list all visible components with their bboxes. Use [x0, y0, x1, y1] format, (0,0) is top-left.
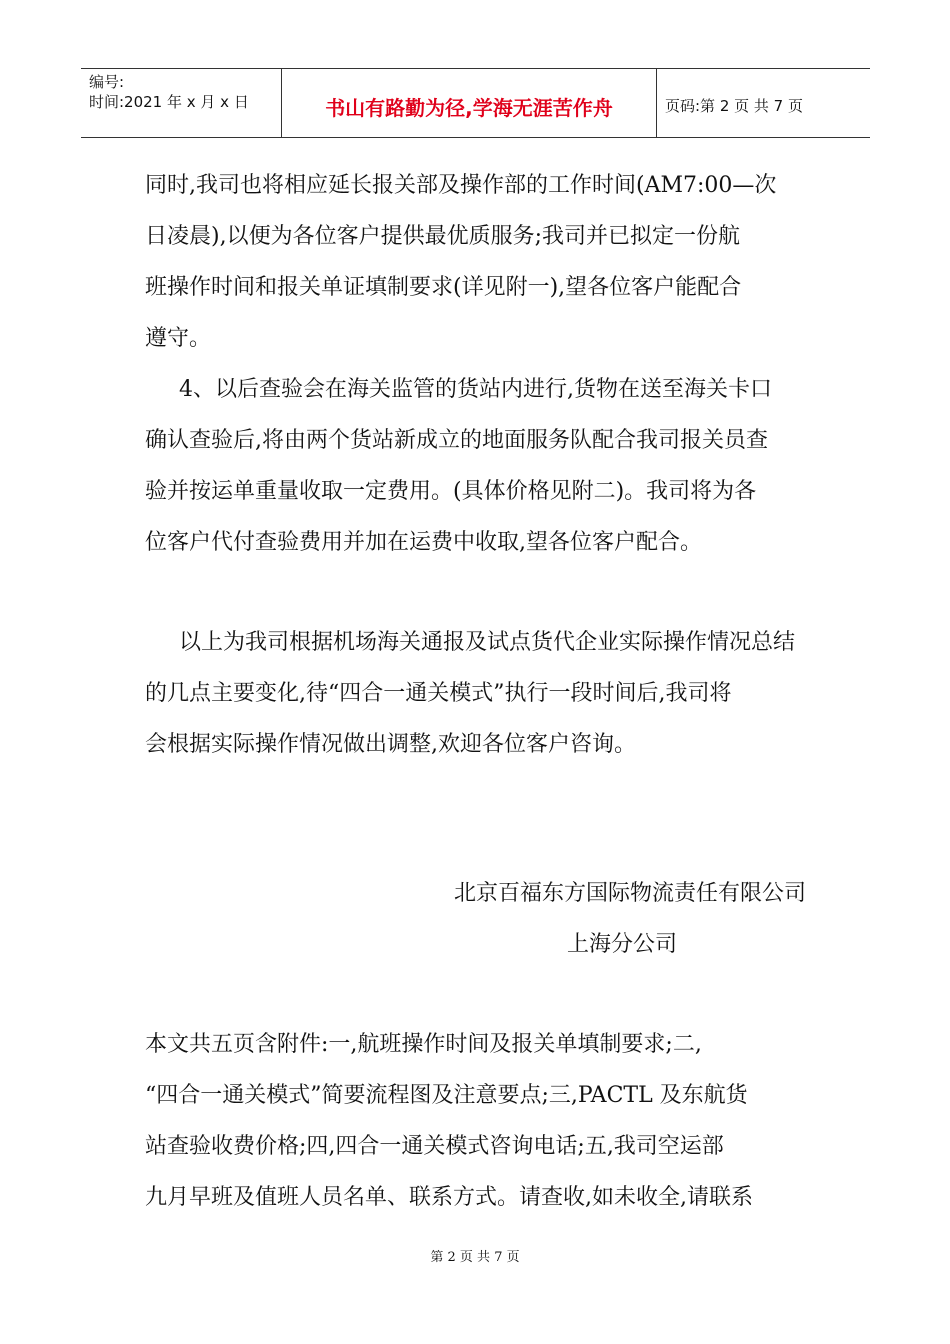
- body-line: “四合一通关模式”简要流程图及注意要点;三,PACTL 及东航货: [145, 1083, 748, 1108]
- header-motto: 书山有路勤为径,学海无涯苦作舟: [282, 69, 657, 137]
- paragraph-gap: [145, 770, 810, 819]
- body-line: 4、以后查验会在海关监管的货站内进行,货物在送至海关卡口: [179, 377, 772, 402]
- header-page-number: 页码:第 2 页 共 7 页: [665, 96, 803, 115]
- header-meta: [81, 69, 282, 137]
- body-line: 位客户代付查验费用并加在运费中收取,望各位客户配合。: [145, 530, 702, 555]
- signature-branch: 上海分公司: [567, 932, 678, 957]
- page-footer: 第 2 页 共 7 页: [430, 1250, 520, 1265]
- body-line: 站查验收费价格;四,四合一通关模式咨询电话;五,我司空运部: [145, 1134, 724, 1159]
- body-line: 班操作时间和报关单证填制要求(详见附一),望各位客户能配合: [145, 275, 742, 300]
- body-line: 的几点主要变化,待“四合一通关模式”执行一段时间后,我司将: [145, 681, 732, 706]
- body-line: 会根据实际操作情况做出调整,欢迎各位客户咨询。: [145, 732, 636, 757]
- document-number-label: 编号:: [89, 73, 125, 91]
- document-date-label: 时间:2021 年 x 月 x 日: [89, 93, 249, 111]
- paragraph-gap: [145, 970, 810, 1019]
- body-line: 九月早班及值班人员名单、联系方式。请查收,如未收全,请联系: [145, 1185, 753, 1210]
- document-body: [145, 160, 810, 1223]
- body-line: 同时,我司也将相应延长报关部及操作部的工作时间(AM7:00—次: [145, 173, 777, 198]
- body-line: 遵守。: [145, 326, 212, 351]
- paragraph-gap: [145, 568, 810, 617]
- body-line: 日凌晨),以便为各位客户提供最优质服务;我司并已拟定一份航: [145, 224, 740, 249]
- body-line: 确认查验后,将由两个货站新成立的地面服务队配合我司报关员查: [145, 428, 768, 453]
- body-line: 本文共五页含附件:一,航班操作时间及报关单填制要求;二,: [145, 1032, 702, 1057]
- body-line: 以上为我司根据机场海关通报及试点货代企业实际操作情况总结: [179, 630, 796, 655]
- paragraph-gap: [145, 819, 810, 868]
- page-header: [81, 68, 870, 138]
- body-line: 验并按运单重量收取一定费用。(具体价格见附二)。我司将为各: [145, 479, 757, 504]
- signature-company: 北京百福东方国际物流责任有限公司: [453, 881, 806, 906]
